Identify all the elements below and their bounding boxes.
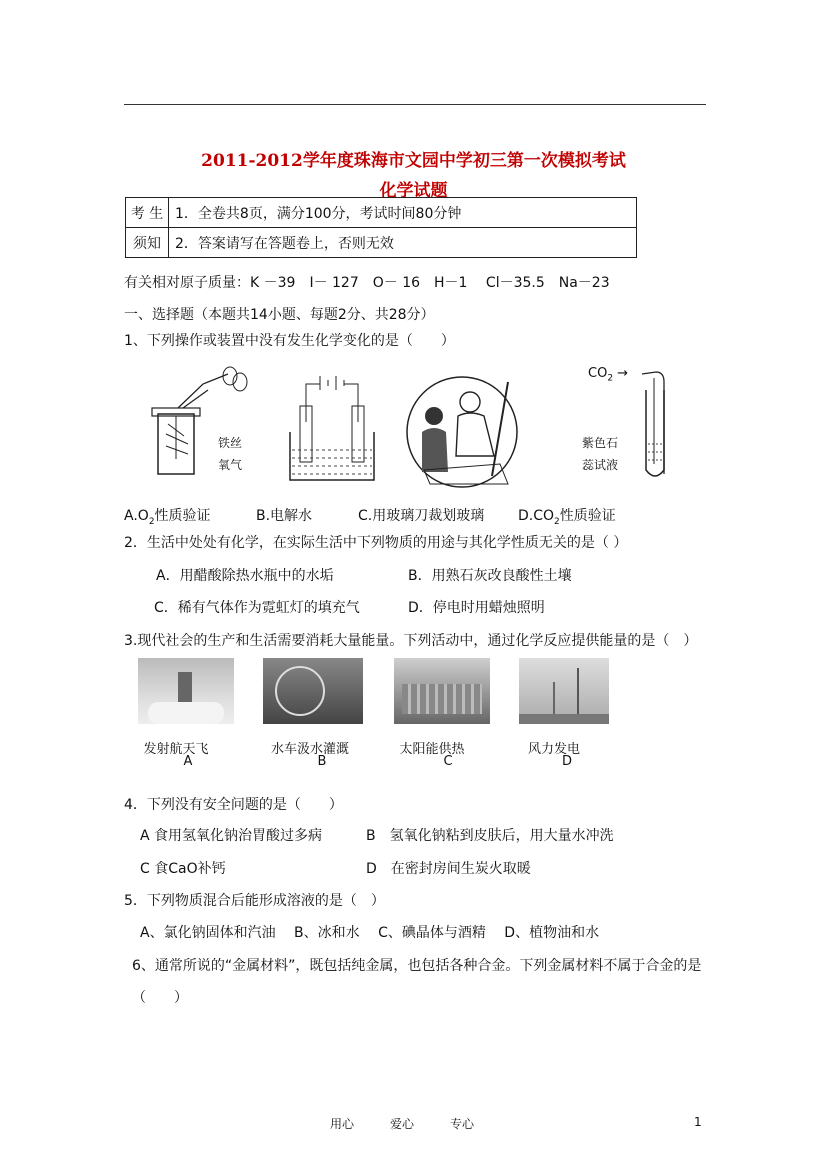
q5-stem: 5．下列物质混合后能形成溶液的是（ ） xyxy=(124,893,385,909)
exam-notice-table xyxy=(125,197,637,258)
q2-option-c: C．稀有气体作为霓虹灯的填充气 xyxy=(154,600,360,616)
litmus-label-2: 蕊试液 xyxy=(582,458,619,472)
q6-stem: 6、通常所说的“金属材料”，既包括纯金属，也包括各种合金。下列金属材料不属于合金的是 xyxy=(132,958,702,974)
atomic-masses: 有关相对原子质量：K －39 I－ 127 O－ 16 H－1 Cl－35.5 Na－23 xyxy=(124,275,610,291)
co2-test-tube-figure xyxy=(632,364,682,488)
q1-option-c: C.用玻璃刀裁划玻璃 xyxy=(358,508,485,524)
notice-item-2: 2．答案请写在答题卷上，否则无效 xyxy=(169,228,637,258)
q5-options: A、氯化钠固体和汽油 B、冰和水 C、碘晶体与酒精 D、植物油和水 xyxy=(140,925,600,941)
q3-letter-d: D xyxy=(561,754,572,769)
q3-letter-a: A xyxy=(183,754,193,769)
q2-option-b: B．用熟石灰改良酸性土壤 xyxy=(408,568,572,584)
q4-option-a: A 食用氢氧化钠治胃酸过多病 xyxy=(140,828,323,844)
q1-option-a: $A.O_2$性质验证 xyxy=(124,508,211,527)
solar-heating-photo xyxy=(394,658,490,724)
q3-caption-d: 风力发电 xyxy=(527,742,580,757)
page-subtitle: 化学试题 xyxy=(379,181,448,201)
notice-label-bottom: 须知 xyxy=(126,228,169,258)
notice-label-top: 考 生 xyxy=(126,198,169,228)
q4-option-c: C 食CaO补钙 xyxy=(140,861,226,877)
q3-stem: 3.现代社会的生产和生活需要消耗大量能量。下列活动中，通过化学反应提供能量的是（ ） xyxy=(124,633,698,649)
oxygen-label: 氧气 xyxy=(218,458,243,472)
q1-stem: 1、下列操作或装置中没有发生化学变化的是（ ） xyxy=(124,333,455,349)
page-number: 1 xyxy=(694,1115,702,1129)
notice-item-1: 1．全卷共8页，满分100分，考试时间80分钟 xyxy=(169,198,637,228)
q2-option-a: A．用醋酸除热水瓶中的水垢 xyxy=(156,568,334,584)
q3-letter-c: C xyxy=(443,754,453,769)
q3-caption-c: 太阳能供热 xyxy=(399,742,465,757)
q4-option-d: D 在密封房间生炭火取暖 xyxy=(366,861,531,877)
page-title: 2011-2012学年度珠海市文园中学初三第一次模拟考试 xyxy=(201,151,626,171)
co2-label: $CO_2$ → xyxy=(588,366,629,384)
litmus-label-1: 紫色石 xyxy=(582,436,619,450)
waterwheel-photo xyxy=(263,658,363,724)
q3-letter-b: B xyxy=(317,754,327,769)
space-shuttle-photo xyxy=(138,658,234,724)
glass-cutting-figure xyxy=(404,372,522,490)
q2-option-d: D．停电时用蜡烛照明 xyxy=(408,600,545,616)
q4-option-b: B 氢氧化钠粘到皮肤后，用大量水冲洗 xyxy=(366,828,614,844)
footer-mottos: 用心 爱心 专心 xyxy=(330,1117,475,1131)
q3-caption-a: 发射航天飞 xyxy=(143,742,209,757)
q3-caption-b: 水车汲水灌溉 xyxy=(270,742,349,757)
q4-stem: 4．下列没有安全问题的是（ ） xyxy=(124,797,343,813)
q2-stem: 2．生活中处处有化学，在实际生活中下列物质的用途与其化学性质无关的是（ ） xyxy=(124,535,628,551)
wind-power-photo xyxy=(519,658,609,724)
header-rule xyxy=(124,104,706,105)
section-heading: 一、选择题（本题共14小题、每题2分、共28分） xyxy=(124,307,435,323)
q1-option-b: B.电解水 xyxy=(256,508,313,524)
q6-blank: （ ） xyxy=(132,990,188,1006)
iron-wire-label: 铁丝 xyxy=(218,436,243,450)
q1-option-d: $D.CO_2$性质验证 xyxy=(518,508,616,527)
electrolysis-figure xyxy=(286,372,378,484)
